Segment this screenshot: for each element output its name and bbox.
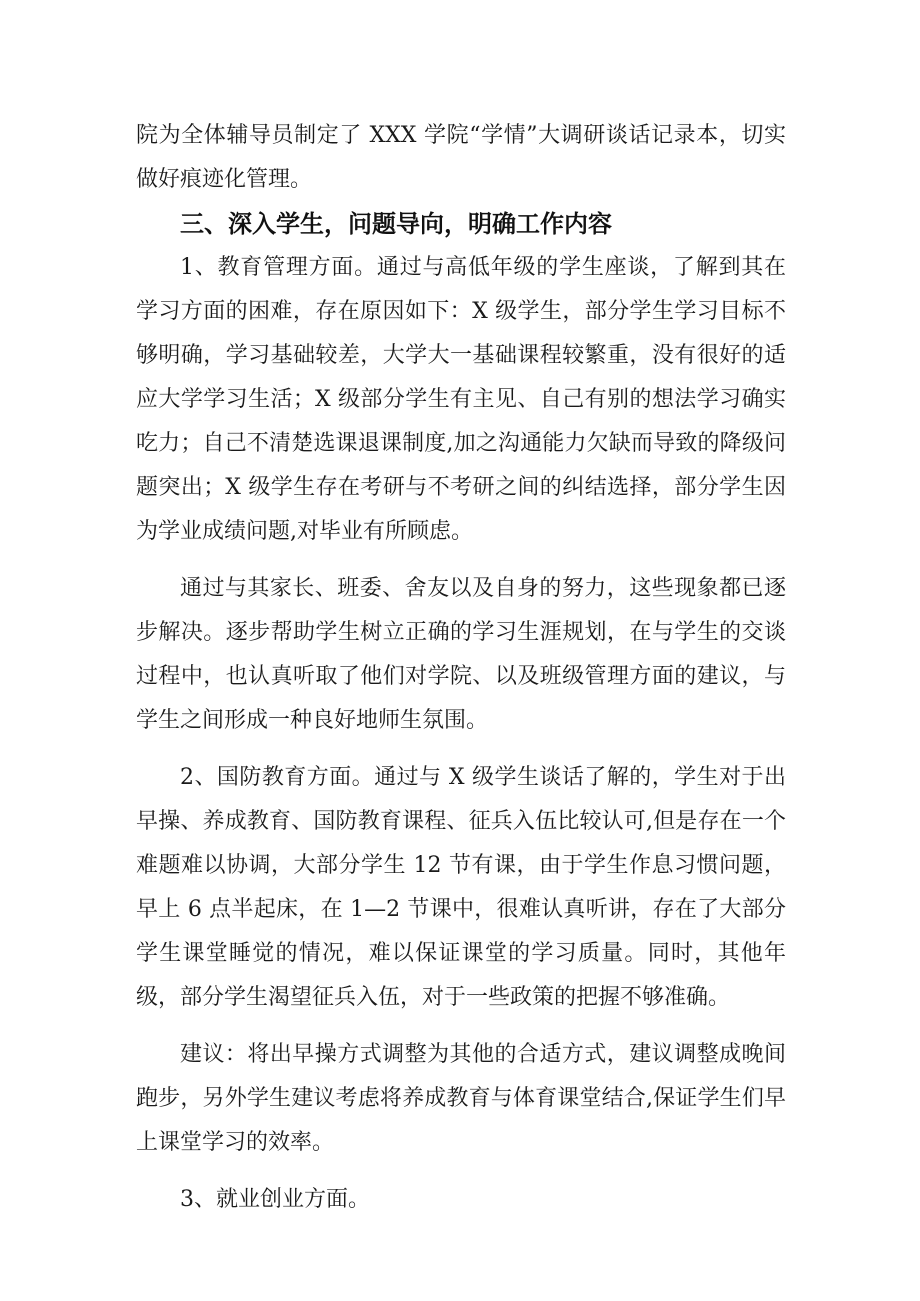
document-body [136,114,786,1222]
paragraph-suggestion: 建议：将出早操方式调整为其他的合适方式，建议调整成晚间跑步，另外学生建议考虑将养成教育与体育课堂结合,保证学生们早上课堂学习的效率。 [136,1042,786,1155]
section-heading: 三、深入学生，问题导向，明确工作内容 [180,210,612,238]
paragraph-resolution: 通过与其家长、班委、舍友以及自身的努力，这些现象都已逐步解决。逐步帮助学生树立正确的学习生涯规划，在与学生的交谈过程中，也认真听取了他们对学院、以及班级管理方面的建议，与学生之间形成一种良好地师生氛围。 [136,576,786,733]
paragraph-education-management: 1、教育管理方面。通过与高低年级的学生座谈，了解到其在学习方面的困难，存在原因如下：X 级学生，部分学生学习目标不够明确，学习基础较差，大学大一基础课程较繁重，没有很好的适应大学学习生活；X 级部分学生有主见、自己有别的想法学习确实吃力；自己不清楚选课退课制度,加之沟通能力欠缺而导致的降级问题突出；X 级学生存在考研与不考研之间的纠结选择，部分学生因为学业成绩问题,对毕业有所顾虑。 [136,255,786,544]
paragraph-continuation: 院为全体辅导员制定了 XXX 学院“学情”大调研谈话记录本，切实做好痕迹化管理。 [136,123,786,192]
paragraph-employment: 3、就业创业方面。 [180,1187,370,1212]
paragraph-national-defense: 2、国防教育方面。通过与 X 级学生谈话了解的，学生对于出早操、养成教育、国防教育课程、征兵入伍比较认可,但是存在一个难题难以协调，大部分学生 12 节有课，由于学生作息习惯问题，早上 6 点半起床，在 1—2 节课中，很难认真听讲，存在了大部分学生课堂睡觉的情况，难以保证课堂的学习质量。同时，其他年级，部分学生渴望征兵入伍，对于一些政策的把握不够准确。 [136,765,786,1010]
